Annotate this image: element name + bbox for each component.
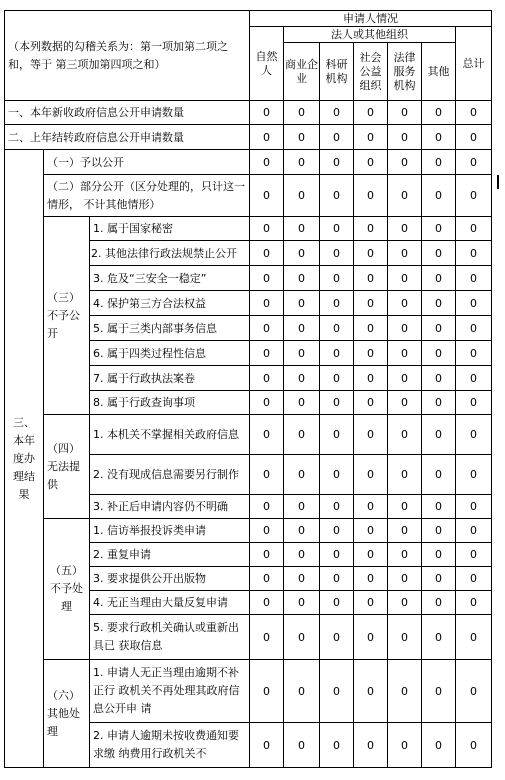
table-row [5,175,492,217]
cell: 0 [422,495,456,519]
row-label: 3. 补正后申请内容仍不明确 [90,495,250,519]
cell: 0 [456,543,492,567]
group-other-handling-label: （六）其他处理 [44,660,90,768]
cell: 0 [456,101,492,125]
cell: 0 [320,415,354,455]
cell: 0 [456,341,492,366]
cell: 0 [388,125,422,150]
row-label: 2. 没有现成信息需要另行制作 [90,455,250,495]
col-research: 科研机构 [320,43,354,101]
cell: 0 [354,291,388,316]
cell: 0 [284,455,320,495]
cell: 0 [354,567,388,591]
cell: 0 [422,316,456,341]
col-total: 总计 [456,27,492,101]
cell: 0 [422,591,456,615]
col-public-welfare: 社会公益组织 [354,43,388,101]
group-not-processed-label: （五）不予处理 [44,519,90,660]
cell: 0 [388,175,422,217]
cell: 0 [354,175,388,217]
cell: 0 [388,150,422,175]
row-label: （一）予以公开 [44,150,250,175]
row-label: 2. 其他法律行政法规禁止公开 [90,241,250,266]
cell: 0 [320,391,354,415]
group-unavailable-label: （四）无法提供 [44,415,90,519]
row-label: 1. 属于国家秘密 [90,217,250,241]
cell: 0 [320,150,354,175]
table-row [5,217,492,241]
row-label: （二）部分公开（区分处理的，只计这一情形， 不计其他情形） [44,175,250,217]
cell: 0 [456,125,492,150]
cell: 0 [422,615,456,660]
cell: 0 [320,125,354,150]
cell: 0 [320,615,354,660]
cell: 0 [354,150,388,175]
cell: 0 [388,291,422,316]
cell: 0 [320,543,354,567]
cell: 0 [422,415,456,455]
cell: 0 [250,519,284,543]
cell: 0 [456,316,492,341]
cell: 0 [284,567,320,591]
cell: 0 [320,660,354,723]
row-label: 5. 要求行政机关确认或重新出具已 获取信息 [90,615,250,660]
cell: 0 [422,567,456,591]
col-natural-person: 自然人 [250,27,284,101]
cell: 0 [320,723,354,768]
cell: 0 [456,150,492,175]
cell: 0 [284,217,320,241]
cell: 0 [388,391,422,415]
cell: 0 [456,519,492,543]
cell: 0 [354,316,388,341]
cell: 0 [250,567,284,591]
cell: 0 [422,391,456,415]
cell: 0 [354,391,388,415]
cell: 0 [456,455,492,495]
cell: 0 [422,660,456,723]
cell: 0 [250,266,284,291]
cell: 0 [354,366,388,391]
cell: 0 [388,217,422,241]
cell: 0 [250,543,284,567]
cell: 0 [354,519,388,543]
cell: 0 [422,366,456,391]
cell: 0 [284,591,320,615]
row-label: 7. 属于行政执法案卷 [90,366,250,391]
cell: 0 [422,341,456,366]
cell: 0 [250,175,284,217]
header-applicant: 申请人情况 [250,11,492,27]
cell: 0 [388,495,422,519]
cell: 0 [284,101,320,125]
cell: 0 [422,125,456,150]
cell: 0 [320,217,354,241]
cell: 0 [456,266,492,291]
col-legal-service: 法律服务机构 [388,43,422,101]
cell: 0 [250,316,284,341]
cell: 0 [284,291,320,316]
cell: 0 [354,125,388,150]
row-label: 一、本年新收政府信息公开申请数量 [5,101,250,125]
cell: 0 [320,366,354,391]
table-row [5,150,492,175]
row-label: 1. 申请人无正当理由逾期不补正行 政机关不再处理其政府信息公开申 请 [90,660,250,723]
row-label: 2. 重复申请 [90,543,250,567]
cell: 0 [456,415,492,455]
cell: 0 [354,543,388,567]
cell: 0 [422,217,456,241]
cell: 0 [320,291,354,316]
row-label: 4. 无正当理由大量反复申请 [90,591,250,615]
cell: 0 [354,341,388,366]
cell: 0 [320,567,354,591]
cell: 0 [320,316,354,341]
cell: 0 [354,723,388,768]
cell: 0 [284,316,320,341]
cell: 0 [354,615,388,660]
table-row [5,519,492,543]
cell: 0 [456,660,492,723]
row-label: 2. 申请人逾期未按收费通知要求缴 纳费用行政机关不 [90,723,250,768]
cell: 0 [388,455,422,495]
row-label: 5. 属于三类内部事务信息 [90,316,250,341]
cell: 0 [250,415,284,455]
cell: 0 [354,591,388,615]
cell: 0 [388,543,422,567]
cell: 0 [250,391,284,415]
cell: 0 [422,266,456,291]
cell: 0 [354,241,388,266]
cell: 0 [354,455,388,495]
cell: 0 [388,101,422,125]
cell: 0 [250,660,284,723]
cell: 0 [284,150,320,175]
cell: 0 [456,615,492,660]
group-withheld-label: （三）不予公开 [44,217,90,415]
cell: 0 [388,660,422,723]
cell: 0 [456,567,492,591]
row-label: 1. 信访举报投诉类申请 [90,519,250,543]
cell: 0 [388,316,422,341]
cell: 0 [354,415,388,455]
row-label: 8. 属于行政查询事项 [90,391,250,415]
cell: 0 [422,455,456,495]
cell: 0 [456,391,492,415]
cell: 0 [388,567,422,591]
header-note: （本列数据的勾稽关系为：第一项加第二项之和，等于 第三项加第四项之和） [5,11,250,101]
cell: 0 [422,175,456,217]
cell: 0 [320,241,354,266]
cell: 0 [284,495,320,519]
cell: 0 [250,217,284,241]
row-label: 3. 要求提供公开出版物 [90,567,250,591]
cell: 0 [388,723,422,768]
cell: 0 [320,495,354,519]
cell: 0 [320,101,354,125]
cell: 0 [284,660,320,723]
cell: 0 [250,591,284,615]
cell: 0 [284,415,320,455]
cell: 0 [422,101,456,125]
cell: 0 [354,266,388,291]
cell: 0 [250,341,284,366]
cell: 0 [388,241,422,266]
cell: 0 [250,615,284,660]
cell: 0 [354,101,388,125]
row-label: 二、上年结转政府信息公开申请数量 [5,125,250,150]
cell: 0 [456,175,492,217]
cell: 0 [456,495,492,519]
cell: 0 [456,366,492,391]
cell: 0 [320,591,354,615]
cell: 0 [422,291,456,316]
text-cursor-mark [497,175,499,189]
header-legal-group: 法人或其他组织 [284,27,456,43]
cell: 0 [284,723,320,768]
table-row [5,660,492,723]
row-label: 3. 危及“三安全一稳定” [90,266,250,291]
cell: 0 [320,266,354,291]
table-row [5,101,492,125]
cell: 0 [320,341,354,366]
cell: 0 [354,217,388,241]
cell: 0 [422,241,456,266]
cell: 0 [284,543,320,567]
cell: 0 [250,455,284,495]
cell: 0 [354,495,388,519]
cell: 0 [456,291,492,316]
cell: 0 [284,341,320,366]
statistics-table [4,10,492,768]
table-row [5,125,492,150]
cell: 0 [284,391,320,415]
col-business: 商业企业 [284,43,320,101]
cell: 0 [284,241,320,266]
cell: 0 [456,591,492,615]
cell: 0 [388,341,422,366]
col-other: 其他 [422,43,456,101]
cell: 0 [250,291,284,316]
cell: 0 [320,455,354,495]
row-label: 1. 本机关不掌握相关政府信息 [90,415,250,455]
cell: 0 [250,150,284,175]
cell: 0 [320,175,354,217]
cell: 0 [284,366,320,391]
cell: 0 [250,366,284,391]
cell: 0 [284,125,320,150]
cell: 0 [354,660,388,723]
cell: 0 [422,723,456,768]
cell: 0 [456,241,492,266]
cell: 0 [388,591,422,615]
cell: 0 [250,101,284,125]
cell: 0 [422,150,456,175]
cell: 0 [284,266,320,291]
cell: 0 [250,723,284,768]
row-label: 4. 保护第三方合法权益 [90,291,250,316]
cell: 0 [422,543,456,567]
cell: 0 [250,495,284,519]
cell: 0 [456,723,492,768]
cell: 0 [422,519,456,543]
cell: 0 [250,125,284,150]
cell: 0 [388,366,422,391]
cell: 0 [388,415,422,455]
row-label: 6. 属于四类过程性信息 [90,341,250,366]
cell: 0 [284,175,320,217]
cell: 0 [250,241,284,266]
cell: 0 [388,519,422,543]
cell: 0 [388,615,422,660]
table-row [5,415,492,455]
cell: 0 [388,266,422,291]
cell: 0 [284,615,320,660]
cell: 0 [456,217,492,241]
section3-label: 三、本年度办理结果 [5,150,44,768]
cell: 0 [320,519,354,543]
cell: 0 [284,519,320,543]
